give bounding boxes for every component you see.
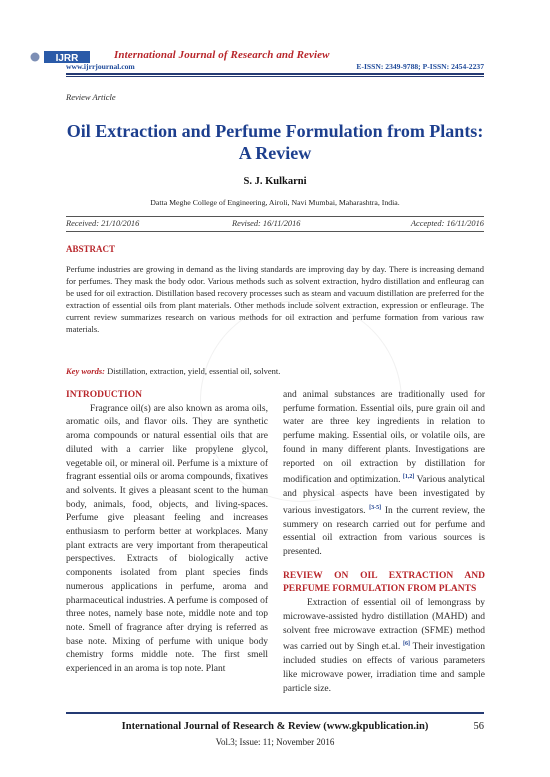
paper-title: Oil Extraction and Perfume Formulation from Plants: A Review bbox=[66, 121, 484, 163]
citation-ref-2[interactable]: [3-5] bbox=[369, 504, 382, 511]
footer-volume: Vol.3; Issue: 11; November 2016 bbox=[215, 737, 335, 747]
review-paragraph bbox=[283, 597, 485, 696]
footer-journal-title: International Journal of Research & Review (www.gkpublication.in) bbox=[121, 721, 429, 732]
page-number: 56 bbox=[473, 721, 484, 732]
logo-text: IJRR bbox=[55, 53, 79, 64]
review-text-a: Extraction of essential oil of lemongrass by microwave-assisted hydro distillation (MAHD) and solvent free microwave extraction (SFME) method was carried out by Singh et.al. bbox=[283, 598, 485, 653]
author-affiliation: Datta Meghe College of Engineering, Airoli, Navi Mumbai, Maharashtra, India. bbox=[150, 198, 400, 207]
abstract-heading: ABSTRACT bbox=[66, 244, 116, 254]
author-name: S. J. Kulkarni bbox=[243, 176, 307, 187]
dates-rule-bottom bbox=[66, 231, 484, 232]
accepted-date: Accepted: 16/11/2016 bbox=[410, 219, 484, 228]
journal-website-link[interactable]: www.ijrrjournal.com bbox=[66, 62, 135, 71]
left-column bbox=[66, 389, 268, 677]
right-column bbox=[283, 389, 485, 696]
review-heading: REVIEW ON OIL EXTRACTION AND PERFUME FORMULATION FROM PLANTS bbox=[283, 570, 485, 595]
citation-ref-3[interactable]: [6] bbox=[402, 641, 410, 648]
introduction-paragraph: Fragrance oil(s) are also known as aroma oils, aromatic oils, and flavor oils. They are synthetic aroma compounds or natural essential oils that are diluted with a carrier like propylene glycol, vegetable oil, or mineral oil. Perfume is a mixture of fragrant essential oils or aroma compounds, fixatives and solvents. It gives a pleasant scent to the human body, animals, food, objects, and living-spaces. Perfume give pleasant feeling and increases enthusiasm to perform better at workplaces. Many plant extracts are very important from therapeutical perspectives. Extracts of biologically active components isolated from plant species finds numerous applications in perfume, aroma and pharmaceutical industries. A perfume is composed of three notes, namely base note, middle note and top note. Smell of fragrance after drying is referred as base note. Mixing of perfume with unique body chemistry forms middle note. The first smell experienced in an aroma is top note. Plant bbox=[66, 403, 268, 675]
dates-rule-top bbox=[66, 216, 484, 217]
keywords-label: Key words: bbox=[66, 366, 105, 376]
intro-continued-text-b: Various analytical and physical aspects have been investigated by various investigators. bbox=[283, 475, 486, 516]
intro-continued-text-c: In the current review, the summery on research carried out for perfume and essential oil extraction from various sources is presented. bbox=[283, 505, 485, 558]
introduction-heading: INTRODUCTION bbox=[66, 390, 143, 400]
received-date: Received: 21/10/2016 bbox=[66, 219, 140, 228]
footer-rule bbox=[66, 712, 484, 714]
header-rule bbox=[66, 73, 484, 75]
keywords-text: Distillation, extraction, yield, essential oil, solvent. bbox=[107, 366, 281, 376]
abstract-text: Perfume industries are growing in demand as the living standards are improving day by day. There is increasing demand for perfumes. They mask the body odor. Various methods such as solvent extraction, hydro distillation and enfleurag can be used for oil extraction. Distillation based recovery processes such as steam and vacuum distillation are preferred for the extraction of essential oils from plant materials. Other methods include solvent extraction, expression or enfleurage. The current review summarizes research on various methods for oil extraction and perfume formation from various raw materials. bbox=[66, 264, 484, 335]
citation-ref-1[interactable]: [1,2] bbox=[402, 474, 415, 481]
revised-date: Revised: 16/11/2016 bbox=[232, 219, 301, 228]
article-type: Review Article bbox=[66, 92, 116, 102]
issn-line: E-ISSN: 2349-9788; P-ISSN: 2454-2237 bbox=[356, 62, 484, 71]
review-text-b: Their investigation included studies on effects of various parameters like microwave power, irradiation time and sample particle size. bbox=[283, 642, 485, 694]
header-rule-thin bbox=[66, 76, 484, 77]
journal-name: International Journal of Research and Review bbox=[114, 49, 330, 61]
introduction-continued bbox=[283, 389, 485, 560]
intro-continued-text-a: and animal substances are traditionally used for perfume formation. Essential oils, pure grain oil and water are three key ingredients in relation to perfume making. Essential oils, or volatile oils, are found in many different plants. Investigations are reported on oil extraction by distillation for modification and optimization. bbox=[283, 390, 485, 486]
